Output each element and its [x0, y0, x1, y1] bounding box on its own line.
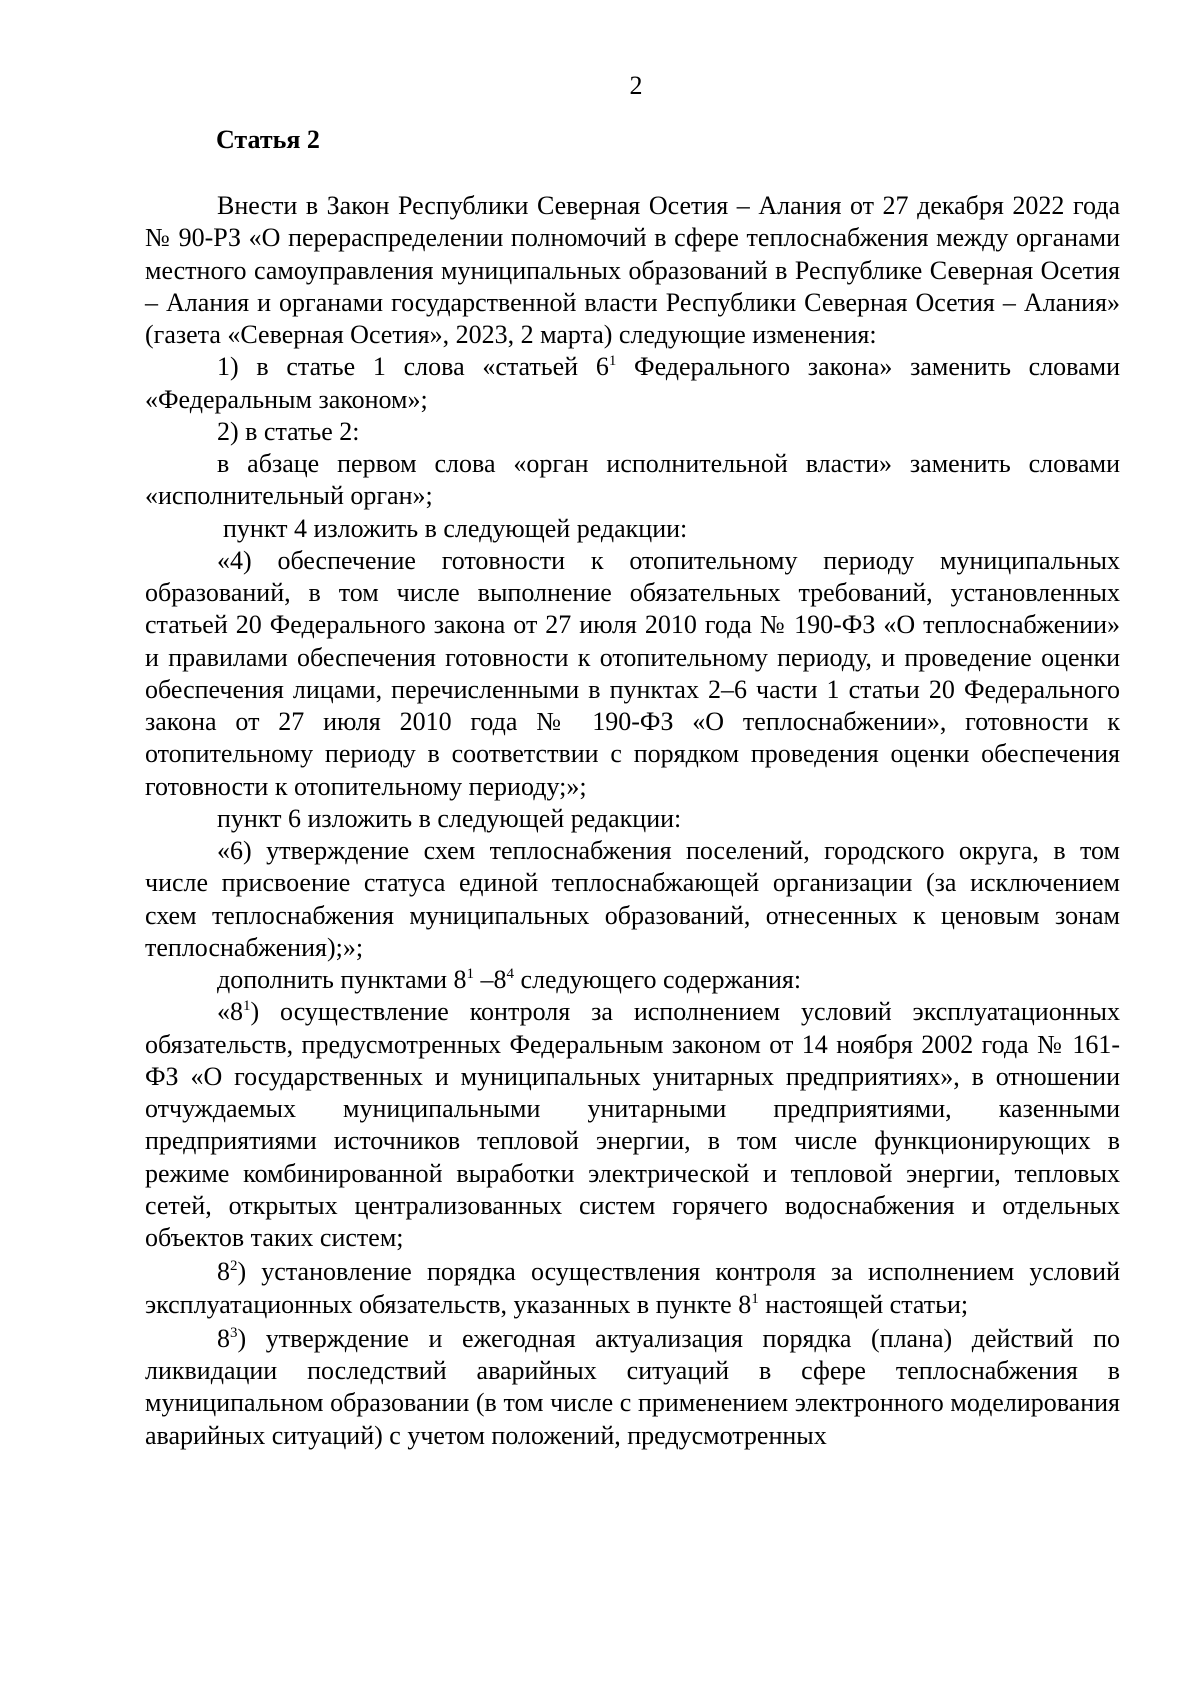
superscript: 1: [466, 966, 475, 982]
paragraph-text: в абзаце первом слова «орган исполнительной власти» заменить словами «исполнительный орган»;: [145, 449, 1120, 511]
paragraph-text: 1) в статье 1 слова «статьей 6: [217, 352, 609, 382]
paragraph-first-abzac: [145, 448, 1120, 513]
superscript: 3: [230, 1324, 238, 1341]
article-title: Статья 2: [216, 125, 320, 154]
paragraph-text: 8: [217, 1257, 230, 1287]
paragraph-text: ) установление порядка осуществления контроля за исполнением условий эксплуатационных обязательств, указанных в пункте 8: [145, 1257, 1120, 1319]
paragraph-item-1: [145, 351, 1120, 416]
paragraph-text: 8: [217, 1323, 230, 1353]
paragraph-text: «4) обеспечение готовности к отопительному периоду муниципальных образований, в том числе выполнение обязательных требований, установленных статьей 20 Федерального закона от 27 июля 2010 года № 190-ФЗ «О теплоснабжении» и правилами обеспечения готовности к отопительному периоду, и проведение оценки обеспечения лицами, перечисленными в пунктах 2–6 части 1 статьи 20 Федерального закона от 27 июля 2010 года № 190-ФЗ «О теплоснабжении», готовности к отопительному периоду в соответствии с порядком проведения оценки обеспечения готовности к отопительному периоду;»;: [145, 545, 1120, 801]
paragraph-text: пункт 6 изложить в следующей редакции:: [217, 803, 682, 833]
paragraph-text: дополнить пунктами 8: [217, 965, 467, 994]
paragraph-point-8-2: [145, 1256, 1120, 1321]
paragraph-text: пункт 4 изложить в следующей редакции:: [223, 513, 688, 543]
paragraph-point-4-text: [145, 545, 1120, 803]
paragraph-text: ) осуществление контроля за исполнением условий эксплуатационных обязательств, предусмотренных Федеральным законом от 14 ноября 2002 года № 161-ФЗ «О государственных и муниципальных унитарных предприятиях», в отношении отчуждаемых муниципальными унитарными предприятиями, казенными предприятиями источников тепловой энергии, в том числе функционирующих в режиме комбинированной выработки электрической и тепловой энергии, тепловых сетей, открытых централизованных систем горячего водоснабжения и отдельных объектов таких систем;: [145, 997, 1120, 1252]
page-number: 2: [629, 71, 643, 100]
paragraph-supplement-intro: [145, 964, 1120, 996]
paragraph-text: «8: [217, 997, 243, 1027]
superscript: 2: [230, 1258, 238, 1275]
paragraph-point-8-1: [145, 996, 1120, 1254]
superscript: 1: [243, 998, 251, 1015]
article-body: [145, 190, 1120, 1452]
paragraph-intro: [145, 190, 1120, 351]
paragraph-item-2: [145, 416, 1120, 448]
paragraph-text: ) утверждение и ежегодная актуализация порядка (плана) действий по ликвидации последствий аварийных ситуаций в сфере теплоснабжения в муниципальном образовании (в том числе с применением электронного моделирования аварийных ситуаций) с учетом положений, предусмотренных: [145, 1323, 1120, 1450]
paragraph-point-4-intro: [145, 513, 1120, 545]
superscript: 1: [608, 353, 617, 370]
paragraph-point-6-text: [145, 835, 1120, 964]
paragraph-point-6-intro: [145, 803, 1120, 835]
paragraph-text: –8: [474, 965, 507, 994]
paragraph-point-8-3: [145, 1323, 1120, 1452]
paragraph-text: настоящей статьи;: [758, 1289, 969, 1319]
superscript: 4: [506, 966, 515, 982]
paragraph-text: «6) утверждение схем теплоснабжения поселений, городского округа, в том числе присвоение статуса единой теплоснабжающей организации (за исключением схем теплоснабжения муниципальных образований, отнесенных к ценовым зонам теплоснабжения);»;: [145, 836, 1120, 962]
superscript: 1: [751, 1290, 759, 1307]
paragraph-text: Федерального закона» заменить словами «Федеральным законом»;: [145, 352, 1121, 414]
paragraph-text: 2) в статье 2:: [217, 416, 360, 446]
paragraph-text: следующего содержания:: [514, 965, 802, 994]
paragraph-text: Внести в Закон Республики Северная Осетия – Алания от 27 декабря 2022 года № 90-РЗ «О перераспределении полномочий в сфере теплоснабжения между органами местного самоуправления муниципальных образований в Республике Северная Осетия – Алания и органами государственной власти Республики Северная Осетия – Алания» (газета «Северная Осетия», 2023, 2 марта) следующие изменения:: [145, 191, 1120, 349]
